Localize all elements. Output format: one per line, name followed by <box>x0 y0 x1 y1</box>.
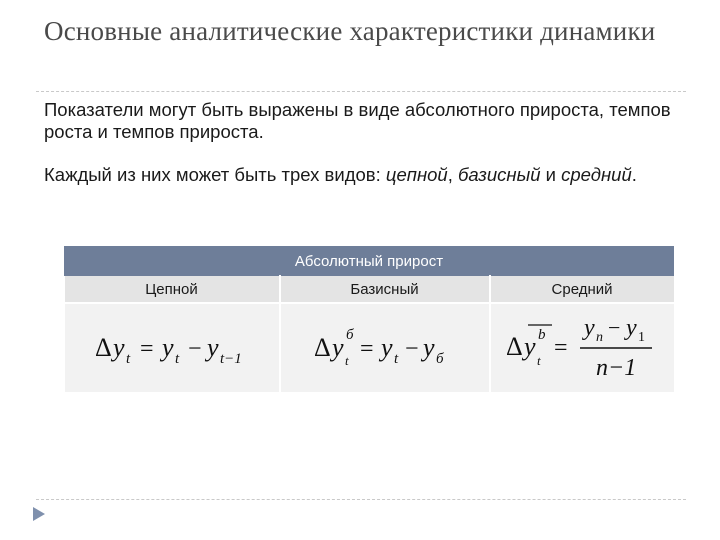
sub-t: t <box>344 353 349 368</box>
sub-n: n <box>596 330 603 345</box>
sub-b: б <box>435 351 444 367</box>
sup-b: б <box>345 327 354 343</box>
type-average: средний <box>561 164 632 185</box>
slide-title: Основные аналитические характеристики динамики <box>44 16 656 46</box>
numerator-y: y <box>626 315 637 341</box>
formula-average <box>502 313 662 383</box>
types-end: . <box>631 164 637 185</box>
nav-arrow-icon <box>33 507 45 521</box>
bottom-divider <box>36 499 686 500</box>
absolute-growth-table <box>64 246 674 392</box>
formula-chain <box>87 328 257 368</box>
equals-sign: = <box>139 336 154 362</box>
type-chain: цепной <box>385 164 448 185</box>
table-header: Абсолютный прирост <box>65 247 674 276</box>
denominator: n−1 <box>596 355 637 381</box>
minus-sign: − <box>608 315 621 340</box>
title-divider <box>36 91 686 92</box>
equals-sign: = <box>359 336 374 362</box>
column-chain: Цепной <box>65 276 280 304</box>
type-basic: базисный <box>458 164 541 185</box>
var-y: y <box>331 333 344 362</box>
var-y: y <box>112 333 125 362</box>
paragraph-types <box>44 164 674 186</box>
sub-1: 1 <box>638 330 645 345</box>
types-intro: Каждый из них может быть трех видов: <box>44 164 386 185</box>
types-sep2: и <box>540 164 562 185</box>
var-y: y <box>380 333 393 362</box>
equals-sign: = <box>554 335 568 361</box>
types-sep1: , <box>447 164 458 185</box>
formula-average-cell <box>490 303 674 392</box>
formula-basic <box>310 325 460 371</box>
var-y: y <box>422 333 435 362</box>
var-y: y <box>161 333 174 362</box>
formula-basic-cell <box>280 303 490 392</box>
sub-t: t <box>125 351 130 367</box>
minus-sign: − <box>404 336 419 362</box>
delta-symbol: Δ <box>506 332 523 361</box>
sub-t: t <box>393 351 398 367</box>
sub-t-minus-1: t−1 <box>219 351 242 367</box>
delta-symbol: Δ <box>313 333 331 362</box>
var-y: y <box>206 333 219 362</box>
delta-symbol: Δ <box>94 333 112 362</box>
minus-sign: − <box>187 336 202 362</box>
formula-chain-cell <box>65 303 280 392</box>
paragraph-indicators: Показатели могут быть выражены в виде абсолютного прироста, темпов роста и темпов прироста. <box>44 99 671 142</box>
sub-t: t <box>537 353 541 368</box>
column-basic: Базисный <box>280 276 490 304</box>
numerator-y: y <box>584 315 595 341</box>
var-y: y <box>524 332 536 361</box>
column-average: Средний <box>490 276 674 304</box>
sub-t: t <box>174 351 179 367</box>
sup-b: b <box>538 327 546 343</box>
